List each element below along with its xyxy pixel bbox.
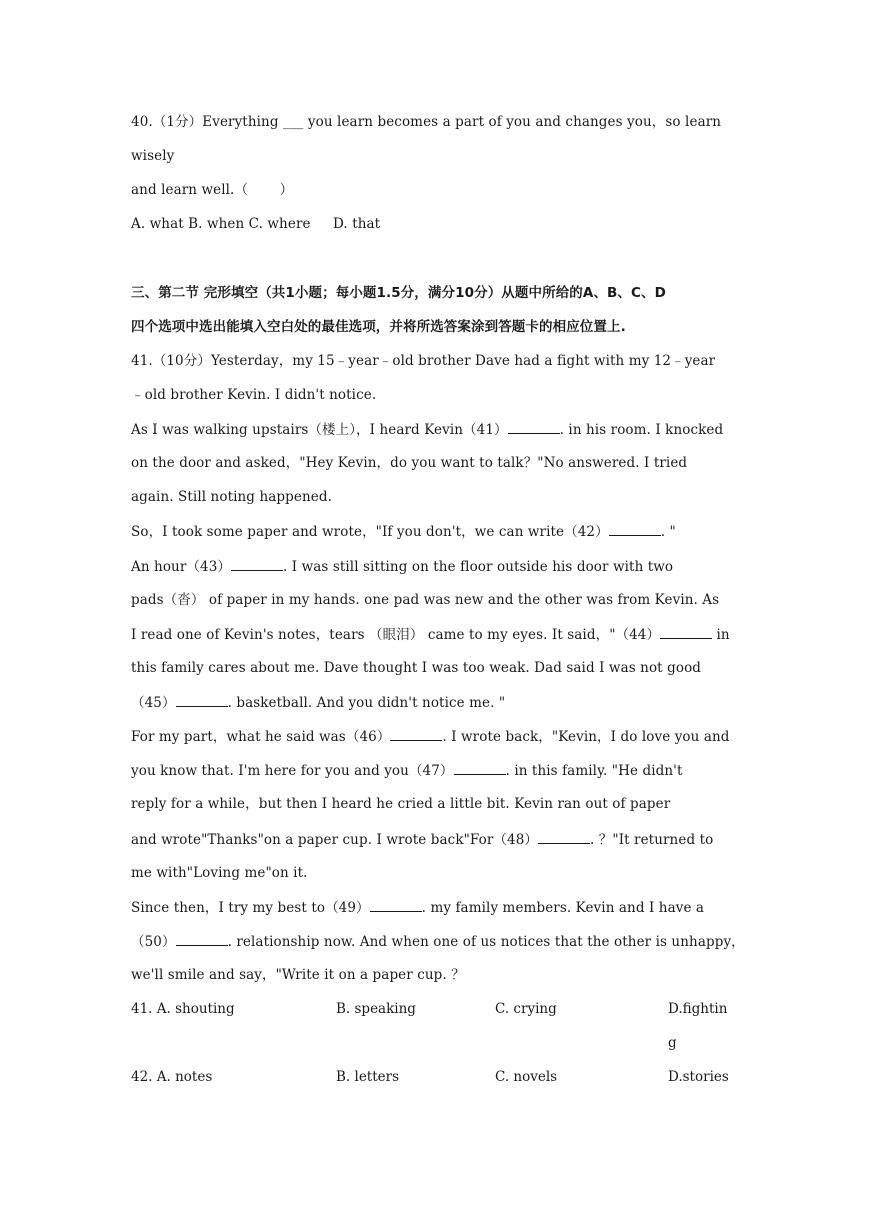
q41-line-18-b: . relationship now. And when one of us notices that the other is unhappy，: [227, 934, 745, 950]
blank-42: [609, 521, 661, 536]
q41-line-9: [131, 624, 737, 645]
q41-line-7: [131, 556, 737, 577]
q40-line-3: and learn well.（ ）: [131, 182, 294, 198]
section-heading-line-2: 四个选项中选出能填入空白处的最佳选项，并将所选答案涂到答题卡的相应位置上.: [131, 319, 626, 335]
q41-line-12: [131, 726, 737, 747]
q41-line-12-a: For my part，what he said was（46）: [131, 729, 391, 745]
q41-line-17-b: . my family members. Kevin and I have a: [421, 900, 705, 916]
q41-line-15-b: . ？"It returned to: [590, 832, 714, 848]
q41-line-6-b: . ": [660, 524, 676, 540]
q41-line-15-a: and wrote"Thanks"on a paper cup. I wrote back"For（48）: [131, 832, 538, 848]
answer-41-d-wrap: g: [668, 1035, 677, 1051]
q41-line-15: [131, 829, 737, 850]
blank-46: [390, 726, 442, 741]
answer-41-b: B. speaking: [336, 1001, 416, 1017]
q41-line-6: [131, 521, 737, 542]
q41-line-11-a: （45）: [131, 695, 176, 711]
q41-line-19: we'll smile and say，"Write it on a paper cup. ？: [131, 967, 465, 983]
q41-line-1: 41.（10分）Yesterday，my 15﹣year﹣old brother Dave had a fight with my 12﹣year: [131, 353, 716, 369]
q41-line-8: pads（沓） of paper in my hands. one pad was new and the other was from Kevin. As: [131, 592, 720, 608]
q41-line-14: reply for a while，but then I heard he cried a little bit. Kevin ran out of paper: [131, 796, 671, 812]
q41-line-16: me with"Loving me"on it.: [131, 865, 308, 881]
blank-43: [231, 556, 283, 571]
q41-line-13-b: . in this family. "He didn't: [505, 763, 683, 779]
q41-line-5: again. Still noting happened.: [131, 489, 332, 505]
q41-line-3-a: As I was walking upstairs（楼上），I heard Kevin（41）: [131, 422, 508, 438]
q41-line-3: [131, 419, 737, 440]
answer-42-b: B. letters: [336, 1069, 400, 1085]
answer-42-d: D.stories: [668, 1069, 729, 1085]
q41-line-7-b: . I was still sitting on the floor outside his door with two: [282, 559, 674, 575]
q41-line-13: [131, 760, 737, 781]
q41-line-9-a: I read one of Kevin's notes，tears （眼泪） came to my eyes. It said，"（44）: [131, 627, 661, 643]
q41-line-2: ﹣old brother Kevin. I didn't notice.: [131, 387, 377, 403]
q41-line-13-a: you know that. I'm here for you and you（47）: [131, 763, 454, 779]
answer-41-d: D.fightin: [668, 1001, 728, 1017]
q40-line-1: 40.（1分）Everything ___ you learn becomes a part of you and changes you，so learn: [131, 114, 722, 130]
q41-line-9-b: in: [716, 627, 730, 643]
blank-45: [176, 692, 228, 707]
answer-41-a: 41. A. shouting: [131, 1001, 235, 1017]
q41-line-18: [131, 931, 745, 952]
blank-47: [454, 760, 506, 775]
answer-41-c: C. crying: [495, 1001, 557, 1017]
q40-options: A. what B. when C. where D. that: [131, 216, 381, 232]
blank-41: [508, 419, 560, 434]
answer-42-a: 42. A. notes: [131, 1069, 213, 1085]
q41-line-17: [131, 897, 737, 918]
blank-49: [370, 897, 422, 912]
q41-line-10: this family cares about me. Dave thought I was too weak. Dad said I was not good: [131, 660, 702, 676]
answer-42-c: C. novels: [495, 1069, 558, 1085]
q41-line-7-a: An hour（43）: [131, 559, 231, 575]
q41-line-12-b: . I wrote back，"Kevin，I do love you and: [442, 729, 730, 745]
blank-48: [538, 829, 590, 844]
blank-44: [660, 624, 712, 639]
blank-50: [176, 931, 228, 946]
q41-line-11: [131, 692, 737, 713]
q40-line-2: wisely: [131, 148, 175, 164]
section-heading-line-1: 三、第二节 完形填空（共1小题；每小题1.5分，满分10分）从题中所给的A、B、C、D: [131, 285, 666, 301]
q41-line-11-b: . basketball. And you didn't notice me. ": [227, 695, 506, 711]
q41-line-3-b: . in his room. I knocked: [559, 422, 724, 438]
q41-line-17-a: Since then，I try my best to（49）: [131, 900, 370, 916]
q41-line-18-a: （50）: [131, 934, 176, 950]
q41-line-4: on the door and asked，"Hey Kevin，do you want to talk？"No answered. I tried: [131, 455, 688, 471]
q41-line-6-a: So，I took some paper and wrote，"If you don't，we can write（42）: [131, 524, 609, 540]
